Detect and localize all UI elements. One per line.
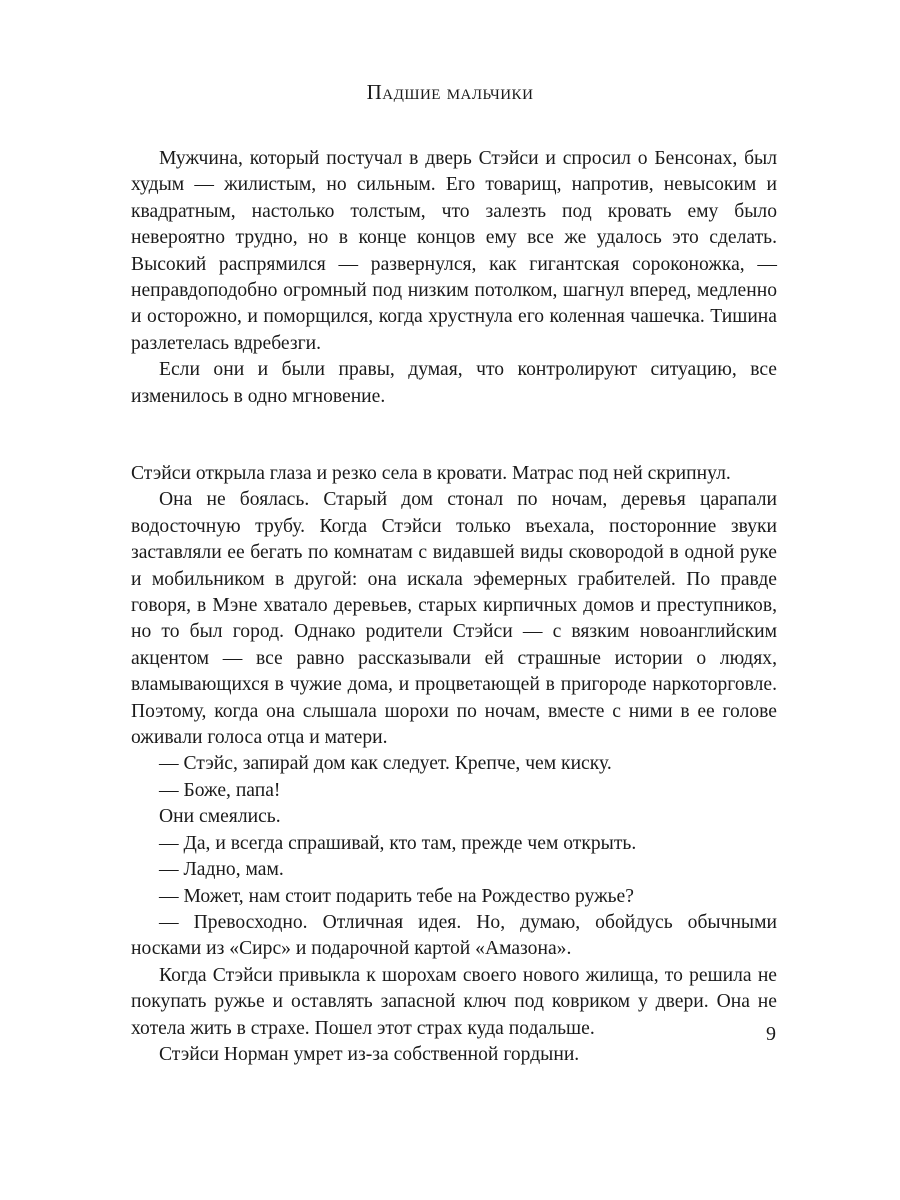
paragraph: Стэйси открыла глаза и резко села в кровати. Матрас под ней скрипнул. <box>131 463 731 484</box>
paragraph: Если они и были правы, думая, что контролируют ситуацию, все изменилось в одно мгновение. <box>131 359 777 407</box>
dialogue-line: — Ладно, мам. <box>159 859 284 881</box>
paragraph: Когда Стэйси привыкла к шорохам своего нового жилища, то решила не покупать ружье и оставлять запасной ключ под ковриком у двери. Она не хотела жить в страхе. Пошел этот страх куда подальше. <box>131 964 777 1039</box>
dialogue-line: — Стэйс, запирай дом как следует. Крепче, чем киску. <box>159 753 612 775</box>
dialogue-line: — Может, нам стоит подарить тебе на Рождество ружье? <box>159 885 634 907</box>
dialogue-line: — Боже, папа! <box>159 779 281 801</box>
running-head: Падшие мальчики <box>366 80 534 104</box>
section-1 <box>131 146 777 410</box>
section-2 <box>131 461 777 1068</box>
paragraph: Стэйси Норман умрет из-за собственной гордыни. <box>159 1043 580 1065</box>
dialogue-line: — Да, и всегда спрашивай, кто там, прежде чем открыть. <box>159 832 637 854</box>
paragraph: Они смеялись. <box>159 806 281 828</box>
dialogue-line: — Превосходно. Отличная идея. Но, думаю, обойдусь обычными носками из «Сирс» и подарочной картой «Амазона». <box>131 911 777 960</box>
paragraph: Она не боялась. Старый дом стонал по ночам, деревья царапали водосточную трубу. Когда Стэйси только въехала, посторонние звуки заставляли ее бегать по комнатам с видавшей виды сковородой в одной руке и мобильником в другой: она искала эфемерных грабителей. По правде говоря, в Мэне хватало деревьев, старых кирпичных домов и преступников, но то был город. Однако родители Стэйси — с вязким новоанглийским акцентом — все равно рассказывали ей страшные истории о людях, вламывающихся в чужие дома, и процветающей в пригороде наркоторговле. Поэтому, когда она слышала шорохи по ночам, вместе с ними в ее голове оживали голоса отца и матери. <box>131 489 777 749</box>
paragraph: Мужчина, который постучал в дверь Стэйси и спросил о Бенсонах, был худым — жилистым, но сильным. Его товарищ, напротив, невысоким и квадратным, настолько толстым, что залезть под кровать ему было невероятно трудно, но в конце концов ему все же удалось это сделать. Высокий распрямился — развернулся, как гигантская сороконожка, — неправдоподобно огромный под низким потолком, шагнул вперед, медленно и осторожно, и поморщился, когда хрустнула его коленная чашечка. Тишина разлетелась вдребезги. <box>131 148 777 354</box>
page-number: 9 <box>766 1023 776 1045</box>
